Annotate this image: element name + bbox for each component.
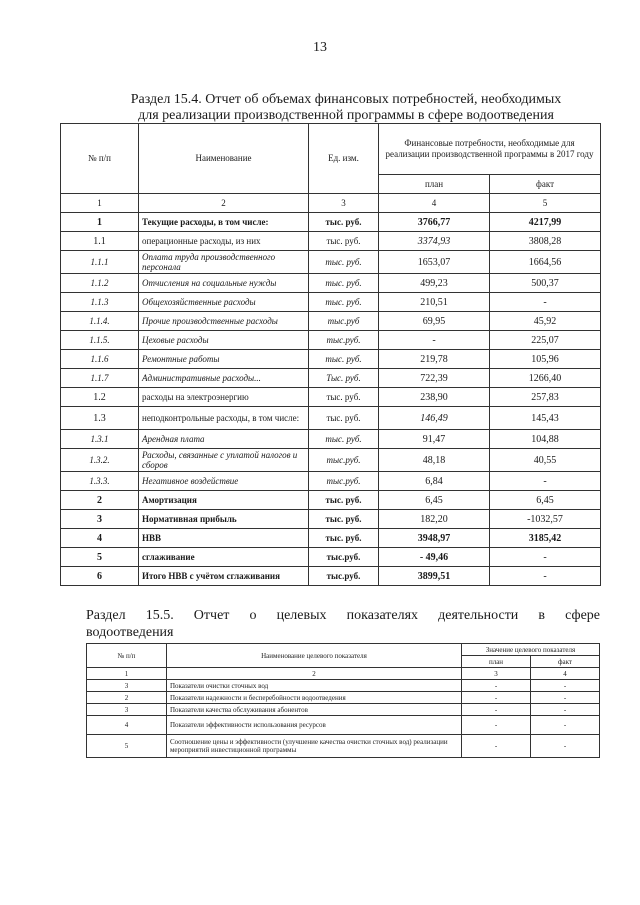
row-num: 3 xyxy=(61,510,139,529)
row-unit: тыс.руб xyxy=(309,312,379,331)
row-num: 1.1 xyxy=(61,232,139,251)
row-num: 1.1.5. xyxy=(61,331,139,350)
row-plan: 48,18 xyxy=(379,449,490,472)
row-name: Показатели очистки сточных вод xyxy=(167,680,462,692)
table-row xyxy=(87,704,600,716)
row-name: Ремонтные работы xyxy=(139,350,309,369)
row-plan: 182,20 xyxy=(379,510,490,529)
row-plan: - xyxy=(462,680,531,692)
row-fact: 1266,40 xyxy=(490,369,601,388)
row-plan: 91,47 xyxy=(379,430,490,449)
row-plan: 69,95 xyxy=(379,312,490,331)
table-row xyxy=(61,293,601,312)
table-row xyxy=(87,680,600,692)
table-row xyxy=(61,529,601,548)
table-row xyxy=(61,312,601,331)
col-number: 4 xyxy=(379,194,490,213)
row-num: 1.3 xyxy=(61,407,139,430)
row-unit: тыс. руб. xyxy=(309,293,379,312)
col-number: 3 xyxy=(462,668,531,680)
row-num: 4 xyxy=(61,529,139,548)
header-num: № п/п xyxy=(61,124,139,194)
row-num: 1.1.1 xyxy=(61,251,139,274)
row-unit: тыс. руб. xyxy=(309,251,379,274)
row-unit: тыс. руб. xyxy=(309,407,379,430)
row-plan: 238,90 xyxy=(379,388,490,407)
row-plan: 6,84 xyxy=(379,472,490,491)
row-unit: тыс. руб. xyxy=(309,274,379,293)
row-name: сглаживание xyxy=(139,548,309,567)
row-name: операционные расходы, из них xyxy=(139,232,309,251)
row-unit: тыс. руб. xyxy=(309,430,379,449)
table-header-row xyxy=(87,644,600,656)
row-name: Итого НВВ с учётом сглаживания xyxy=(139,567,309,586)
row-plan: - xyxy=(462,704,531,716)
row-unit: Тыс. руб. xyxy=(309,369,379,388)
row-fact: 104,88 xyxy=(490,430,601,449)
row-num: 1.1.4. xyxy=(61,312,139,331)
row-fact: 45,92 xyxy=(490,312,601,331)
row-num: 2 xyxy=(87,692,167,704)
table-row xyxy=(61,567,601,586)
row-fact: - xyxy=(490,548,601,567)
row-fact: - xyxy=(531,735,600,758)
page-number: 13 xyxy=(313,40,327,55)
row-name: Текущие расходы, в том числе: xyxy=(139,213,309,232)
row-plan: - xyxy=(462,735,531,758)
header-financial-needs: Финансовые потребности, необходимые для реализации производственной программы в 2017 году xyxy=(379,124,601,175)
financial-needs-table xyxy=(60,123,601,586)
row-unit: тыс.руб. xyxy=(309,567,379,586)
column-numbers-row xyxy=(61,194,601,213)
row-unit: тыс. руб. xyxy=(309,232,379,251)
row-fact: 4217,99 xyxy=(490,213,601,232)
row-num: 1.1.2 xyxy=(61,274,139,293)
row-plan: 722,39 xyxy=(379,369,490,388)
section-15-5-title-line2: водоотведения xyxy=(86,625,174,640)
target-indicators-table xyxy=(86,643,600,758)
row-name: Амортизация xyxy=(139,491,309,510)
row-plan: 210,51 xyxy=(379,293,490,312)
row-name: Показатели надежности и бесперебойности водоотведения xyxy=(167,692,462,704)
header-name: Наименование xyxy=(139,124,309,194)
row-name: Общехозяйственные расходы xyxy=(139,293,309,312)
row-unit: тыс.руб. xyxy=(309,548,379,567)
row-unit: тыс. руб. xyxy=(309,350,379,369)
row-fact: 105,96 xyxy=(490,350,601,369)
row-fact: 40,55 xyxy=(490,449,601,472)
col-number: 5 xyxy=(490,194,601,213)
header-fact: факт xyxy=(490,175,601,194)
row-plan: 3948,97 xyxy=(379,529,490,548)
row-fact: 145,43 xyxy=(490,407,601,430)
row-name: НВВ xyxy=(139,529,309,548)
table-row xyxy=(61,331,601,350)
table-row xyxy=(61,388,601,407)
col-number: 1 xyxy=(61,194,139,213)
table-header-row xyxy=(61,124,601,175)
row-plan: 146,49 xyxy=(379,407,490,430)
row-name: расходы на электроэнергию xyxy=(139,388,309,407)
row-fact: 3808,28 xyxy=(490,232,601,251)
row-num: 5 xyxy=(61,548,139,567)
table-row xyxy=(61,251,601,274)
row-fact: 500,37 xyxy=(490,274,601,293)
row-num: 2 xyxy=(61,491,139,510)
row-fact: - xyxy=(531,692,600,704)
row-name: Показатели эффективности использования ресурсов xyxy=(167,716,462,735)
row-plan: 1653,07 xyxy=(379,251,490,274)
row-name: Показатели качества обслуживания абонентов xyxy=(167,704,462,716)
row-num: 3 xyxy=(87,704,167,716)
row-fact: - xyxy=(531,716,600,735)
row-fact: - xyxy=(490,472,601,491)
row-fact: 1664,56 xyxy=(490,251,601,274)
row-num: 1.3.2. xyxy=(61,449,139,472)
row-unit: тыс. руб. xyxy=(309,388,379,407)
row-num: 1.3.3. xyxy=(61,472,139,491)
row-fact: - xyxy=(490,567,601,586)
row-plan: 219,78 xyxy=(379,350,490,369)
section-15-4-title xyxy=(86,92,606,124)
row-fact: -1032,57 xyxy=(490,510,601,529)
row-name: Негативное воздействие xyxy=(139,472,309,491)
col-number: 2 xyxy=(139,194,309,213)
row-fact: 6,45 xyxy=(490,491,601,510)
row-unit: тыс. руб. xyxy=(309,510,379,529)
col-number: 3 xyxy=(309,194,379,213)
row-name: Арендная плата xyxy=(139,430,309,449)
row-fact: - xyxy=(490,293,601,312)
row-plan: - xyxy=(462,692,531,704)
row-name: Административные расходы... xyxy=(139,369,309,388)
row-name: Нормативная прибыль xyxy=(139,510,309,529)
row-name: Оплата труда производственного персонала xyxy=(139,251,309,274)
row-name: Цеховые расходы xyxy=(139,331,309,350)
table-row xyxy=(61,350,601,369)
row-num: 4 xyxy=(87,716,167,735)
row-plan: 6,45 xyxy=(379,491,490,510)
row-fact: - xyxy=(531,680,600,692)
col-number: 1 xyxy=(87,668,167,680)
row-num: 1.3.1 xyxy=(61,430,139,449)
row-name: Прочие производственные расходы xyxy=(139,312,309,331)
section-15-5-title-line1: Раздел 15.5. Отчет о целевых показателях деятельности в сфере xyxy=(86,608,600,623)
row-plan: - xyxy=(379,331,490,350)
table-row xyxy=(61,472,601,491)
row-unit: тыс.руб. xyxy=(309,331,379,350)
table-row xyxy=(87,716,600,735)
table-row xyxy=(61,232,601,251)
col-number: 2 xyxy=(167,668,462,680)
row-name: Отчисления на социальные нужды xyxy=(139,274,309,293)
row-plan: 3374,93 xyxy=(379,232,490,251)
table-row xyxy=(61,407,601,430)
row-unit: тыс.руб. xyxy=(309,449,379,472)
row-name: Соотношение цены и эффективности (улучшение качества очистки сточных вод) реализации мероприятий инвестиционной программы xyxy=(167,735,462,758)
row-fact: - xyxy=(531,704,600,716)
row-num: 3 xyxy=(87,680,167,692)
row-name: Расходы, связанные с уплатой налогов и сборов xyxy=(139,449,309,472)
row-fact: 3185,42 xyxy=(490,529,601,548)
table-row xyxy=(87,735,600,758)
row-unit: тыс.руб. xyxy=(309,472,379,491)
section-15-4-title-line2: для реализации производственной программы в сфере водоотведения xyxy=(138,108,554,123)
section-15-5-title xyxy=(86,607,600,641)
table-row xyxy=(61,491,601,510)
header-num: № п/п xyxy=(87,644,167,668)
header-plan: план xyxy=(462,656,531,668)
row-num: 5 xyxy=(87,735,167,758)
row-name: неподконтрольные расходы, в том числе: xyxy=(139,407,309,430)
row-unit: тыс. руб. xyxy=(309,491,379,510)
row-num: 6 xyxy=(61,567,139,586)
header-plan: план xyxy=(379,175,490,194)
header-target-value: Значение целевого показателя xyxy=(462,644,600,656)
table-row xyxy=(87,692,600,704)
header-unit: Ед. изм. xyxy=(309,124,379,194)
header-name: Наименование целевого показателя xyxy=(167,644,462,668)
table-row xyxy=(61,510,601,529)
row-num: 1 xyxy=(61,213,139,232)
table-row xyxy=(61,449,601,472)
column-numbers-row xyxy=(87,668,600,680)
row-plan: - 49,46 xyxy=(379,548,490,567)
row-num: 1.1.6 xyxy=(61,350,139,369)
row-num: 1.1.3 xyxy=(61,293,139,312)
table-row xyxy=(61,430,601,449)
row-fact: 225,07 xyxy=(490,331,601,350)
table-row xyxy=(61,548,601,567)
row-unit: тыс. руб. xyxy=(309,213,379,232)
row-plan: - xyxy=(462,716,531,735)
row-unit: тыс. руб. xyxy=(309,529,379,548)
row-num: 1.1.7 xyxy=(61,369,139,388)
row-fact: 257,83 xyxy=(490,388,601,407)
table-row xyxy=(61,213,601,232)
row-plan: 499,23 xyxy=(379,274,490,293)
table-row xyxy=(61,369,601,388)
section-15-4-title-line1: Раздел 15.4. Отчет об объемах финансовых потребностей, необходимых xyxy=(130,92,562,107)
row-plan: 3899,51 xyxy=(379,567,490,586)
row-plan: 3766,77 xyxy=(379,213,490,232)
header-fact: факт xyxy=(531,656,600,668)
col-number: 4 xyxy=(531,668,600,680)
table-row xyxy=(61,274,601,293)
row-num: 1.2 xyxy=(61,388,139,407)
